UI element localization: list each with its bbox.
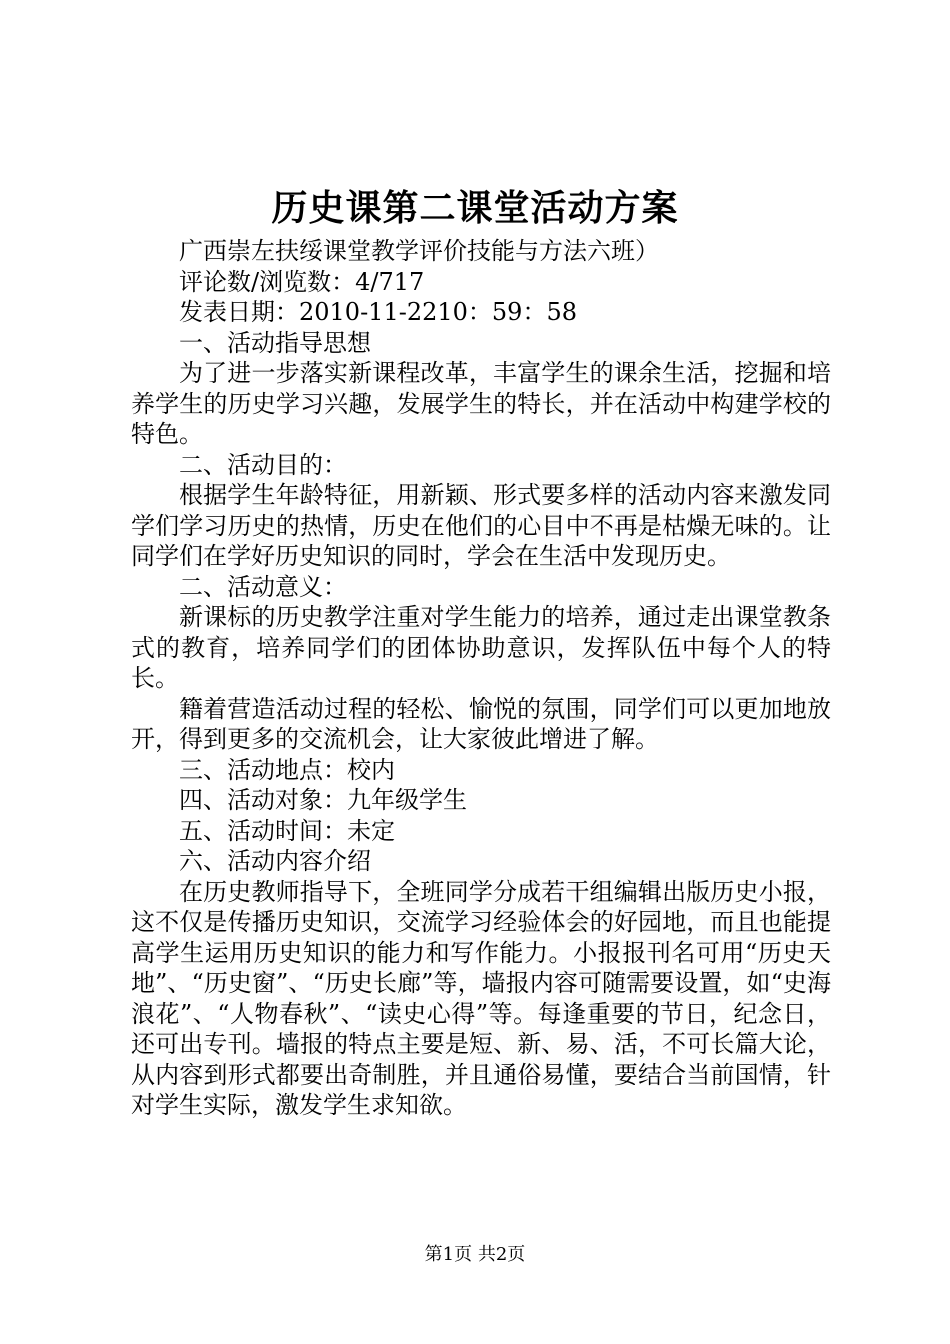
paragraph-guiding-thought: 为了进一步落实新课程改革，丰富学生的课余生活，挖掘和培养学生的历史学习兴趣，发展学生的特长，并在活动中构建学校的特色。 [131,359,831,448]
paragraph-significance-2: 籍着营造活动过程的轻松、愉悦的氛围，同学们可以更加地放开，得到更多的交流机会，让大家彼此增进了解。 [131,694,831,753]
meta-stats: 评论数/浏览数：4/717 [179,267,425,296]
meta-date: 发表日期：2010-11-2210：59：58 [179,298,577,326]
page-footer: 第1页 共2页 [424,1244,526,1265]
document-title: 历史课第二课堂活动方案 [271,187,679,229]
meta-source: 广西崇左扶绥课堂教学评价技能与方法六班） [179,237,659,265]
section-heading-content: 六、活动内容介绍 [179,847,371,875]
paragraph-content: 在历史教师指导下，全班同学分成若干组编辑出版历史小报，这不仅是传播历史知识，交流学习经验体会的好园地，而且也能提高学生运用历史知识的能力和写作能力。小报报刊名可用“历史天地”、“历史窗”、“历史长廊”等，墙报内容可随需要设置，如“史海浪花”、“人物春秋”、“读史心得”等。每逢重要的节日，纪念日，还可出专刊。墙报的特点主要是短、新、易、活，不可长篇大论，从内容到形式都要出奇制胜，并且通俗易懂，要结合当前国情，针对学生实际，激发学生求知欲。 [131,877,831,1119]
section-heading-guiding-thought: 一、活动指导思想 [179,328,371,357]
section-heading-purpose: 二、活动目的： [179,450,347,479]
section-audience: 四、活动对象：九年级学生 [179,786,467,814]
section-location: 三、活动地点：校内 [179,755,395,784]
section-heading-significance: 二、活动意义： [179,572,347,601]
section-time: 五、活动时间：未定 [179,816,395,845]
paragraph-significance-1: 新课标的历史教学注重对学生能力的培养，通过走出课堂教条式的教育，培养同学们的团体协助意识，发挥队伍中每个人的特长。 [131,603,831,692]
document-body [131,236,831,1121]
paragraph-purpose: 根据学生年龄特征，用新颖、形式要多样的活动内容来激发同学们学习历史的热情，历史在他们的心目中不再是枯燥无味的。让同学们在学好历史知识的同时，学会在生活中发现历史。 [131,481,831,570]
